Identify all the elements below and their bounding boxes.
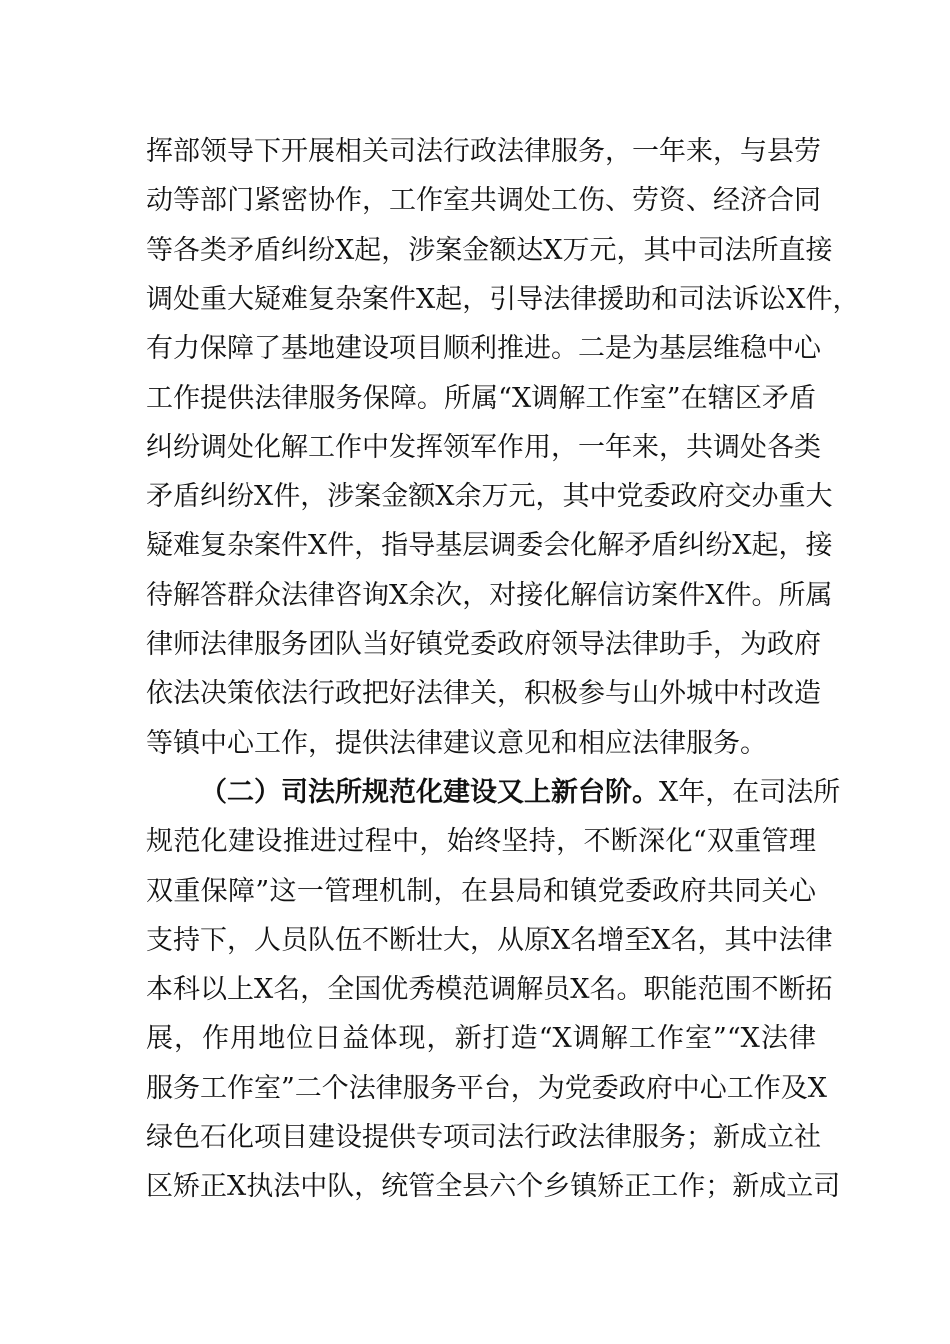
text-line-content: 依法决策依法行政把好法律关，积极参与山外城中村改造 <box>146 678 821 709</box>
text-line-content: 动等部门紧密协作，工作室共调处工伤、劳资、经济合同 <box>146 185 821 216</box>
text-line-content: 支持下，人员队伍不断壮大，从原X名增至X名，其中法律 <box>146 925 833 956</box>
text-line-content: 挥部领导下开展相关司法行政法律服务，一年来，与县劳 <box>146 136 821 167</box>
text-line <box>146 132 821 172</box>
text-line-content: 待解答群众法律咨询X余次，对接化解信访案件X件。所属 <box>146 580 833 611</box>
text-line-content: 规范化建设推进过程中，始终坚持，不断深化“双重管理 <box>146 826 816 857</box>
text-line <box>146 625 821 665</box>
section-first-line-text: X年，在司法所 <box>659 777 841 808</box>
section-heading: （二）司法所规范化建设又上新台阶。 <box>200 777 659 808</box>
section-first-line <box>200 773 841 813</box>
text-line-content: 等镇中心工作，提供法律建议意见和相应法律服务。 <box>146 728 767 759</box>
text-line <box>146 970 833 1010</box>
text-line <box>146 674 821 714</box>
text-line-content: 双重保障”这一管理机制，在县局和镇党委政府共同关心 <box>146 876 816 907</box>
text-line <box>146 921 833 961</box>
text-line-content: 等各类矛盾纠纷X起，涉案金额达X万元，其中司法所直接 <box>146 235 833 266</box>
text-line <box>146 1019 816 1059</box>
text-line <box>146 379 816 419</box>
text-line <box>146 428 821 468</box>
text-line <box>146 329 821 369</box>
text-line <box>146 822 816 862</box>
text-line <box>146 280 860 320</box>
text-line <box>146 576 833 616</box>
text-line-content: 有力保障了基地建设项目顺利推进。二是为基层维稳中心 <box>146 333 821 364</box>
text-line-content: 展，作用地位日益体现，新打造“X调解工作室”“X法律 <box>146 1023 816 1054</box>
text-line <box>146 181 821 221</box>
text-line-content: 服务工作室”二个法律服务平台，为党委政府中心工作及X <box>146 1073 828 1104</box>
text-line <box>146 1167 841 1207</box>
text-line-content: 绿色石化项目建设提供专项司法行政法律服务；新成立社 <box>146 1122 821 1153</box>
text-line-content: 纠纷调处化解工作中发挥领军作用，一年来，共调处各类 <box>146 432 821 463</box>
text-line <box>146 1118 821 1158</box>
text-line <box>146 1069 828 1109</box>
text-line-content: 律师法律服务团队当好镇党委政府领导法律助手，为政府 <box>146 629 821 660</box>
text-line-content: 疑难复杂案件X件，指导基层调委会化解矛盾纠纷X起，接 <box>146 530 833 561</box>
text-line <box>146 872 816 912</box>
text-line-content: 本科以上X名，全国优秀模范调解员X名。职能范围不断拓 <box>146 974 833 1005</box>
text-line <box>146 526 833 566</box>
text-line-content: 区矫正X执法中队，统管全县六个乡镇矫正工作；新成立司 <box>146 1171 841 1202</box>
text-line-content: 工作提供法律服务保障。所属“X调解工作室”在辖区矛盾 <box>146 383 816 414</box>
text-line-content: 矛盾纠纷X件，涉案金额X余万元，其中党委政府交办重大 <box>146 481 833 512</box>
text-line-content: 调处重大疑难复杂案件X起，引导法律援助和司法诉讼X件， <box>146 284 860 315</box>
text-line <box>146 477 833 517</box>
text-line <box>146 231 833 271</box>
text-line <box>146 724 816 764</box>
